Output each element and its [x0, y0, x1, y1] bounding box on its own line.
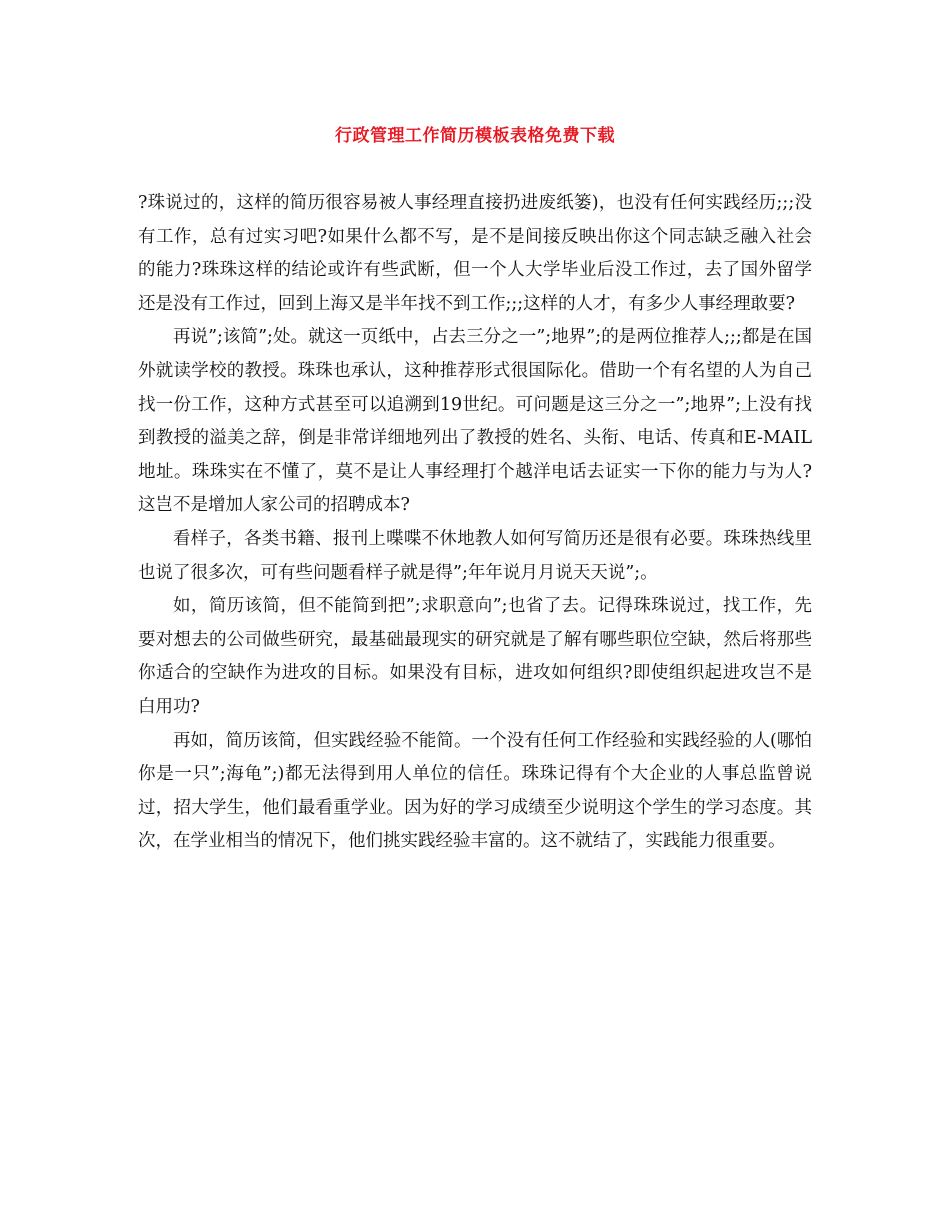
paragraph-3: 看样子，各类书籍、报刊上喋喋不休地教人如何写简历还是很有必要。珠珠热线里也说了很多次，可有些问题看样子就是得”;年年说月月说天天说”;。 [138, 528, 812, 583]
document-title: 行政管理工作简历模板表格免费下载 [335, 126, 615, 146]
paragraph-1: ?珠说过的，这样的简历很容易被人事经理直接扔进废纸篓)，也没有任何实践经历;;;没有工作，总有过实习吧?如果什么都不写，是不是间接反映出你这个同志缺乏融入社会的能力?珠珠这样的结论或许有些武断，但一个人大学毕业后没工作过，去了国外留学还是没有工作过，回到上海又是半年找不到工作;;;这样的人才，有多少人事经理敢要? [138, 193, 812, 314]
paragraph-5: 再如，简历该简，但实践经验不能简。一个没有任何工作经验和实践经验的人(哪怕你是一只”;海龟”;)都无法得到用人单位的信任。珠珠记得有个大企业的人事总监曾说过，招大学生，他们最看重学业。因为好的学习成绩至少说明这个学生的学习态度。其次，在学业相当的情况下，他们挑实践经验丰富的。这不就结了，实践能力很重要。 [138, 730, 812, 852]
paragraph-2: 再说”;该简”;处。就这一页纸中，占去三分之一”;地界”;的是两位推荐人;;;都是在国外就读学校的教授。珠珠也承认，这种推荐形式很国际化。借助一个有名望的人为自己找一份工作，这种方式甚至可以追溯到19世纪。可问题是这三分之一”;地界”;上没有找到教授的溢美之辞，倒是非常详细地列出了教授的姓名、头衔、电话、传真和E-MAIL地址。珠珠实在不懂了，莫不是让人事经理打个越洋电话去证实一下你的能力与为人?这岂不是增加人家公司的招聘成本? [138, 327, 812, 516]
paragraph-4: 如，简历该简，但不能简到把”;求职意向”;也省了去。记得珠珠说过，找工作，先要对想去的公司做些研究，最基础最现实的研究就是了解有哪些职位空缺，然后将那些你适合的空缺作为进攻的目标。如果没有目标，进攻如何组织?即使组织起进攻岂不是白用功? [138, 596, 812, 717]
document-body [138, 187, 812, 859]
